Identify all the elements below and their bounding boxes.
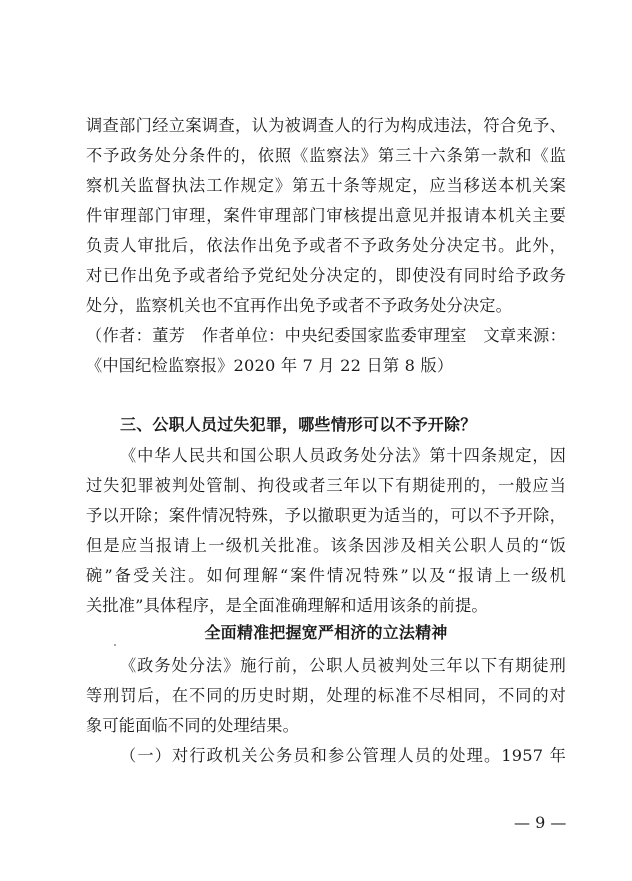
paragraph-1-line-6: 对已作出免予或者给予党纪处分决定的，即使没有同时给予政务 (86, 266, 566, 285)
page-number: — 9 — (514, 813, 567, 832)
section-3-line-1: 《中华人民共和国公职人员政务处分法》第十四条规定，因 (120, 446, 566, 465)
attribution-line-2: 《中国纪检监察报》2020 年 7 月 22 日第 8 版） (86, 356, 454, 375)
paragraph-2-line-1: 《政务处分法》施行前，公职人员被判处三年以下有期徒刑 (120, 656, 566, 675)
paragraph-1-line-3: 察机关监督执法工作规定》第五十条等规定，应当移送本机关案 (86, 176, 566, 195)
attribution-line-1: （作者：董芳 作者单位：中央纪委国家监委审理室 文章来源： (86, 326, 566, 345)
paragraph-2-line-3: 象可能面临不同的处理结果。 (86, 716, 300, 735)
scan-speck (114, 644, 116, 646)
section-3-line-4: 但是应当报请上一级机关批准。该条因涉及相关公职人员的“饭 (86, 536, 566, 555)
paragraph-3-line-1: （一）对行政机关公务员和参公管理人员的处理。1957 年 (120, 746, 566, 765)
section-3-line-5: 碗”备受关注。如何理解“案件情况特殊”以及“报请上一级机 (86, 566, 566, 585)
paragraph-1-line-2: 不予政务处分条件的，依照《监察法》第三十六条第一款和《监 (86, 146, 566, 165)
paragraph-1-line-1: 调查部门经立案调查，认为被调查人的行为构成违法，符合免予、 (86, 116, 566, 135)
section-3-heading: 三、公职人员过失犯罪，哪些情形可以不予开除？ (120, 415, 477, 434)
section-3-line-2: 过失犯罪被判处管制、拘役或者三年以下有期徒刑的，一般应当 (86, 476, 566, 495)
paragraph-1-line-7: 处分，监察机关也不宜再作出免予或者不予政务处分决定。 (86, 296, 513, 315)
paragraph-1-line-4: 件审理部门审理，案件审理部门审核提出意见并报请本机关主要 (86, 206, 566, 225)
section-3-line-3: 予以开除；案件情况特殊，予以撤职更为适当的，可以不予开除， (86, 506, 566, 525)
paragraph-1-line-5: 负责人审批后，依法作出免予或者不予政务处分决定书。此外， (86, 236, 566, 255)
paragraph-2-line-2: 等刑罚后，在不同的历史时期，处理的标准不尽相同，不同的对 (86, 686, 566, 705)
subheading: 全面精准把握宽严相济的立法精神 (204, 623, 448, 642)
section-3-line-6: 关批准”具体程序，是全面准确理解和适用该条的前提。 (86, 596, 488, 615)
